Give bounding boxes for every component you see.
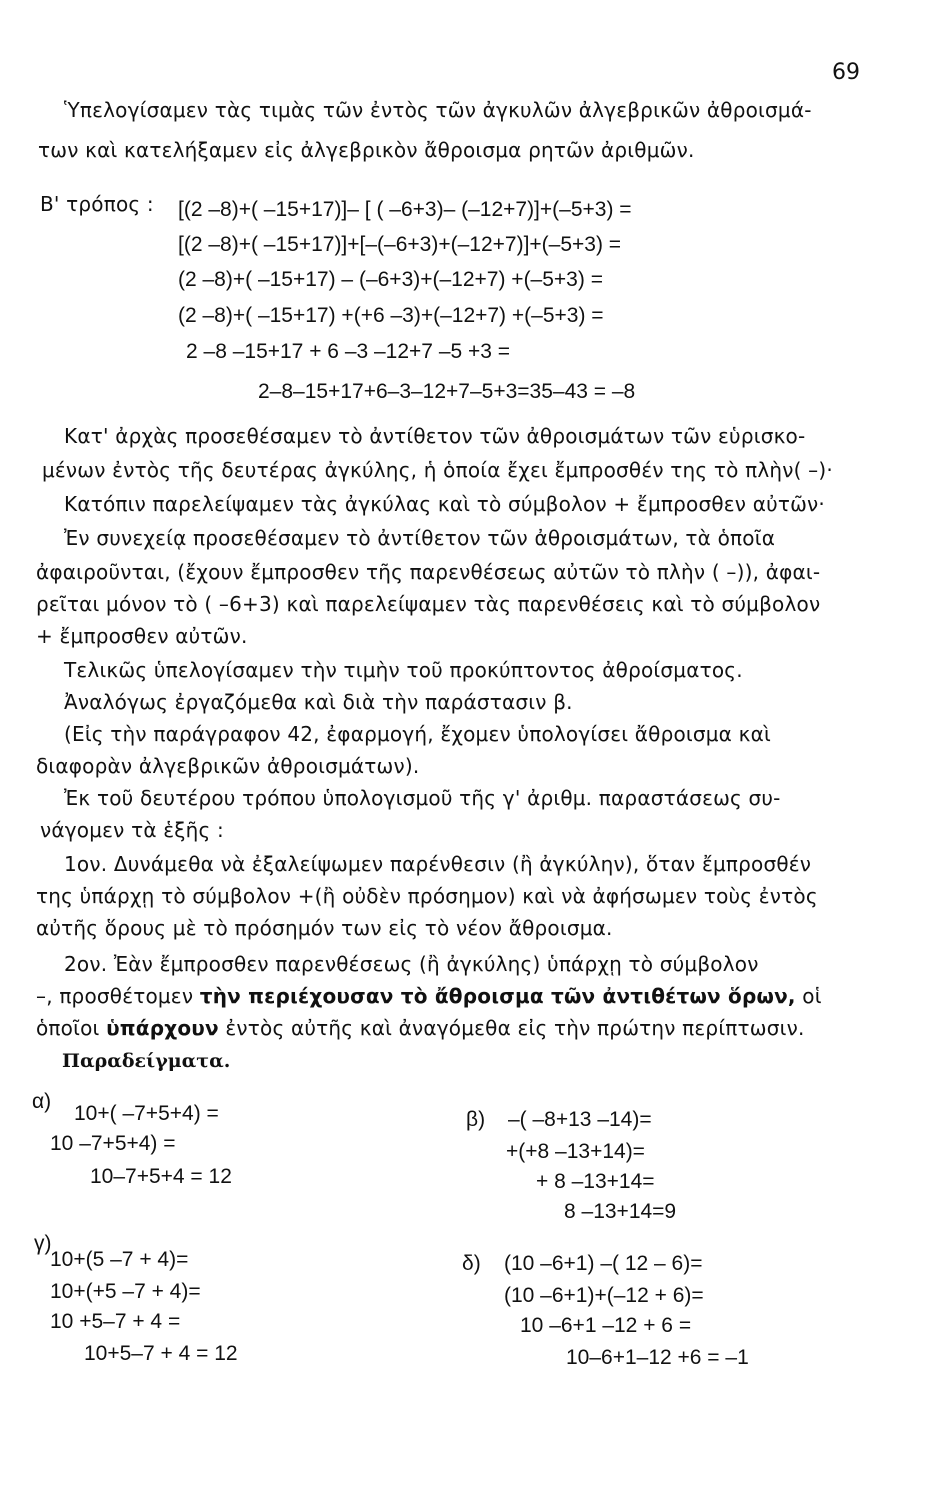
example-b-line-4: 8 –13+14=9 bbox=[564, 1200, 677, 1223]
example-g-label: γ) bbox=[34, 1232, 52, 1255]
rule2-line-1: 2ον. Ἐὰν ἔμπροσθεν παρενθέσεως (ἢ ἀγκύλης) ὑπάρχῃ τὸ σύμβολον bbox=[64, 952, 759, 976]
rule2-line-2 bbox=[36, 984, 822, 1008]
example-d-line-4: 10–6+1–12 +6 = –1 bbox=[566, 1346, 749, 1369]
explanation-line-11: διαφορὰν ἀλγεβρικῶν ἀθροισμάτων). bbox=[36, 754, 420, 778]
explanation-line-1: Κατ' ἀρχὰς προσεθέσαμεν τὸ ἀντίθετον τῶν ἀθροισμάτων τῶν εὑρισκο- bbox=[64, 424, 806, 448]
example-a-line-3: 10–7+5+4 = 12 bbox=[90, 1165, 232, 1188]
rule2-emphasis: τὴν περιέχουσαν τὸ ἄθροισμα τῶν ἀντιθέτων ὅρων, bbox=[199, 984, 796, 1008]
rule2-prefix: –, προσθέτομεν bbox=[36, 984, 194, 1008]
explanation-line-13: νάγομεν τὰ ἑξῆς : bbox=[40, 818, 224, 842]
example-d-line-1: (10 –6+1) –( 12 – 6)= bbox=[504, 1252, 703, 1275]
method-b-step-6: 2–8–15+17+6–3–12+7–5+3=35–43 = –8 bbox=[258, 380, 636, 403]
intro-line-2: των καὶ κατελήξαμεν εἰς ἀλγεβρικὸν ἄθροισμα ρητῶν ἀριθμῶν. bbox=[38, 138, 695, 162]
rule1-line-1: 1ον. Δυνάμεθα νὰ ἐξαλείψωμεν παρένθεσιν (ἢ ἀγκύλην), ὅταν ἔμπροσθέν bbox=[64, 852, 812, 876]
method-b-label: Β' τρόπος : bbox=[40, 192, 154, 216]
explanation-line-5: ἀφαιροῦνται, (ἔχουν ἔμπροσθεν τῆς παρενθέσεως αὐτῶν τὸ πλὴν ( –)), ἀφαι- bbox=[36, 560, 821, 584]
explanation-line-2: μένων ἐντὸς τῆς δευτέρας ἀγκύλης, ἡ ὁποία ἔχει ἔμπροσθέν της τὸ πλὴν( –)· bbox=[42, 458, 833, 482]
example-g-line-4: 10+5–7 + 4 = 12 bbox=[84, 1342, 238, 1365]
method-b-step-4: (2 –8)+( –15+17) +(+6 –3)+(–12+7) +(–5+3) = bbox=[178, 304, 604, 327]
page-number: 69 bbox=[832, 60, 860, 85]
explanation-line-12: Ἐκ τοῦ δευτέρου τρόπου ὑπολογισμοῦ τῆς γ' ἀριθμ. παραστάσεως συ- bbox=[64, 786, 781, 810]
example-b-line-1: –( –8+13 –14)= bbox=[508, 1108, 652, 1131]
method-b-step-2: [(2 –8)+( –15+17)]+[–(–6+3)+(–12+7)]+(–5+3) = bbox=[178, 233, 622, 256]
example-g-line-2: 10+(+5 –7 + 4)= bbox=[50, 1280, 201, 1303]
example-d-label: δ) bbox=[462, 1252, 481, 1275]
intro-line-1: Ὑπελογίσαμεν τὰς τιμὰς τῶν ἐντὸς τῶν ἀγκυλῶν ἀλγεβρικῶν ἀθροισμά- bbox=[64, 98, 812, 122]
rule1-line-3: αὐτῆς ὅρους μὲ τὸ πρόσημόν των εἰς τὸ νέον ἄθροισμα. bbox=[36, 916, 613, 940]
method-b-step-1: [(2 –8)+( –15+17)]– [ ( –6+3)– (–12+7)]+(–5+3) = bbox=[178, 198, 632, 221]
example-a-line-1: 10+( –7+5+4) = bbox=[74, 1102, 219, 1125]
rule1-line-2: της ὑπάρχῃ τὸ σύμβολον +(ἢ οὐδὲν πρόσημον) καὶ νὰ ἀφήσωμεν τοὺς ἐντὸς bbox=[36, 884, 818, 908]
example-a-label: α) bbox=[32, 1090, 52, 1113]
example-d-line-3: 10 –6+1 –12 + 6 = bbox=[520, 1314, 692, 1337]
explanation-line-7: + ἔμπροσθεν αὐτῶν. bbox=[36, 624, 248, 648]
rule2-line3-rest: ἐντὸς αὐτῆς καὶ ἀναγόμεθα εἰς τὴν πρώτην περίπτωσιν. bbox=[225, 1016, 805, 1040]
rule2-line3-emphasis: ὑπάρχουν bbox=[106, 1016, 219, 1040]
examples-heading: Παραδείγματα. bbox=[62, 1050, 231, 1072]
example-g-line-1: 10+(5 –7 + 4)= bbox=[50, 1248, 189, 1271]
method-b-step-3: (2 –8)+( –15+17) – (–6+3)+(–12+7) +(–5+3) = bbox=[178, 268, 603, 291]
explanation-line-6: ρεῖται μόνον τὸ ( –6+3) καὶ παρελείψαμεν τὰς παρενθέσεις καὶ τὸ σύμβολον bbox=[36, 592, 821, 616]
example-b-line-3: + 8 –13+14= bbox=[536, 1170, 655, 1193]
rule2-line-3 bbox=[36, 1016, 805, 1040]
explanation-line-4: Ἐν συνεχείᾳ προσεθέσαμεν τὸ ἀντίθετον τῶν ἀθροισμάτων, τὰ ὁποῖα bbox=[64, 526, 776, 550]
example-b-label: β) bbox=[466, 1108, 486, 1131]
rule2-suffix: οἱ bbox=[802, 984, 822, 1008]
method-b-step-5: 2 –8 –15+17 + 6 –3 –12+7 –5 +3 = bbox=[186, 340, 511, 363]
example-g-line-3: 10 +5–7 + 4 = bbox=[50, 1310, 181, 1333]
explanation-line-8: Τελικῶς ὑπελογίσαμεν τὴν τιμὴν τοῦ προκύπτοντος ἀθροίσματος. bbox=[64, 658, 743, 682]
explanation-line-3: Κατόπιν παρελείψαμεν τὰς ἀγκύλας καὶ τὸ σύμβολον + ἔμπροσθεν αὐτῶν· bbox=[64, 492, 825, 516]
example-d-line-2: (10 –6+1)+(–12 + 6)= bbox=[504, 1284, 704, 1307]
explanation-line-10: (Εἰς τὴν παράγραφον 42, ἐφαρμογή, ἔχομεν ὑπολογίσει ἄθροισμα καὶ bbox=[64, 722, 771, 746]
example-a-line-2: 10 –7+5+4) = bbox=[50, 1132, 176, 1155]
explanation-line-9: Ἀναλόγως ἐργαζόμεθα καὶ διὰ τὴν παράστασιν β. bbox=[64, 690, 573, 714]
rule2-line3-start: ὁποῖοι bbox=[36, 1016, 100, 1040]
example-b-line-2: +(+8 –13+14)= bbox=[506, 1140, 645, 1163]
